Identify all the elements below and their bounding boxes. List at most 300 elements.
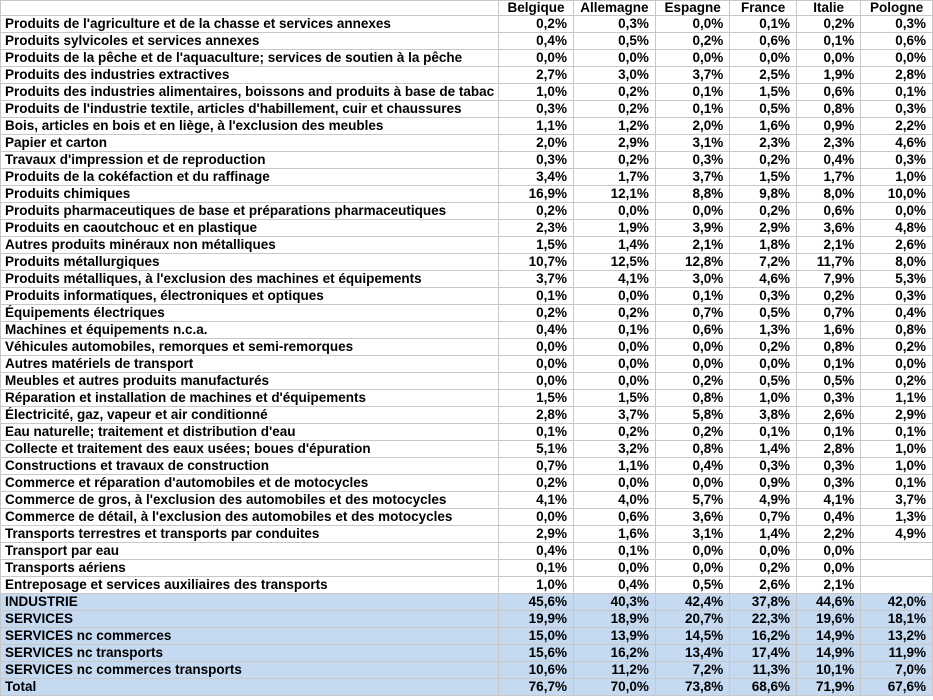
value-cell[interactable]: 0,1% (573, 322, 655, 339)
value-cell[interactable]: 0,7% (655, 305, 729, 322)
aggregate-value-cell[interactable]: 73,8% (655, 679, 729, 696)
value-cell[interactable]: 3,9% (655, 220, 729, 237)
column-header-italie[interactable]: Italie (797, 1, 861, 16)
value-cell[interactable]: 4,9% (861, 526, 933, 543)
table-row (1, 577, 933, 594)
row-label[interactable]: Autres produits minéraux non métalliques (1, 237, 499, 254)
row-label[interactable]: Transport par eau (1, 543, 499, 560)
value-cell[interactable]: 0,4% (499, 33, 574, 50)
aggregate-label[interactable]: SERVICES nc commerces (1, 628, 499, 645)
value-cell[interactable]: 0,6% (861, 33, 933, 50)
value-cell[interactable]: 0,0% (573, 339, 655, 356)
value-cell[interactable]: 0,1% (861, 424, 933, 441)
value-cell[interactable]: 0,1% (499, 424, 574, 441)
value-cell[interactable]: 0,5% (655, 577, 729, 594)
value-cell[interactable]: 0,2% (499, 305, 574, 322)
aggregate-value-cell[interactable]: 19,6% (797, 611, 861, 628)
value-cell[interactable]: 0,4% (499, 322, 574, 339)
value-cell[interactable]: 1,1% (861, 390, 933, 407)
row-label[interactable]: Constructions et travaux de construction (1, 458, 499, 475)
value-cell[interactable]: 0,4% (861, 305, 933, 322)
value-cell[interactable]: 5,7% (655, 492, 729, 509)
value-cell[interactable]: 0,3% (861, 288, 933, 305)
value-cell[interactable]: 1,0% (499, 84, 574, 101)
row-label[interactable]: Meubles et autres produits manufacturés (1, 373, 499, 390)
value-cell[interactable]: 2,9% (499, 526, 574, 543)
value-cell[interactable]: 0,2% (730, 152, 797, 169)
value-cell[interactable]: 8,8% (655, 186, 729, 203)
value-cell[interactable]: 4,6% (730, 271, 797, 288)
value-cell[interactable]: 0,9% (797, 118, 861, 135)
aggregate-value-cell[interactable]: 40,3% (573, 594, 655, 611)
value-cell[interactable]: 0,0% (573, 560, 655, 577)
table-row (1, 101, 933, 118)
value-cell[interactable]: 0,4% (797, 152, 861, 169)
aggregate-value-cell[interactable]: 15,6% (499, 645, 574, 662)
aggregate-value-cell[interactable]: 16,2% (573, 645, 655, 662)
value-cell[interactable]: 0,2% (797, 16, 861, 33)
value-cell[interactable] (861, 543, 933, 560)
value-cell[interactable]: 7,9% (797, 271, 861, 288)
value-cell[interactable]: 1,4% (730, 526, 797, 543)
value-cell[interactable]: 0,0% (573, 50, 655, 67)
value-cell[interactable]: 0,1% (499, 288, 574, 305)
value-cell[interactable]: 0,0% (861, 356, 933, 373)
value-cell[interactable]: 0,0% (655, 50, 729, 67)
row-label[interactable]: Produits des industries alimentaires, boissons and produits à base de tabac (1, 84, 499, 101)
value-cell[interactable]: 0,3% (730, 458, 797, 475)
value-cell[interactable]: 4,1% (573, 271, 655, 288)
value-cell[interactable]: 2,1% (655, 237, 729, 254)
value-cell[interactable]: 0,1% (797, 356, 861, 373)
value-cell[interactable]: 10,0% (861, 186, 933, 203)
value-cell[interactable]: 3,8% (730, 407, 797, 424)
table-row (1, 135, 933, 152)
value-cell[interactable]: 0,2% (499, 475, 574, 492)
column-header-belgique[interactable]: Belgique (499, 1, 574, 16)
aggregate-value-cell[interactable]: 42,4% (655, 594, 729, 611)
value-cell[interactable]: 0,2% (655, 424, 729, 441)
value-cell[interactable]: 0,7% (499, 458, 574, 475)
column-header-espagne[interactable]: Espagne (655, 1, 729, 16)
aggregate-label[interactable]: Total (1, 679, 499, 696)
value-cell[interactable]: 0,0% (499, 356, 574, 373)
value-cell[interactable]: 2,2% (861, 118, 933, 135)
value-cell[interactable]: 3,7% (573, 407, 655, 424)
value-cell[interactable]: 0,0% (573, 203, 655, 220)
value-cell[interactable]: 0,8% (655, 390, 729, 407)
value-cell[interactable]: 9,8% (730, 186, 797, 203)
value-cell[interactable]: 1,6% (573, 526, 655, 543)
value-cell[interactable]: 3,4% (499, 169, 574, 186)
value-cell[interactable]: 2,7% (499, 67, 574, 84)
value-cell[interactable]: 0,3% (861, 16, 933, 33)
aggregate-value-cell[interactable]: 68,6% (730, 679, 797, 696)
aggregate-value-cell[interactable]: 17,4% (730, 645, 797, 662)
value-cell[interactable]: 1,4% (573, 237, 655, 254)
row-label[interactable]: Électricité, gaz, vapeur et air conditionné (1, 407, 499, 424)
row-label[interactable]: Autres matériels de transport (1, 356, 499, 373)
value-cell[interactable]: 0,0% (655, 475, 729, 492)
value-cell[interactable]: 2,8% (861, 67, 933, 84)
value-cell[interactable]: 3,2% (573, 441, 655, 458)
value-cell[interactable]: 0,0% (499, 339, 574, 356)
value-cell[interactable]: 2,3% (730, 135, 797, 152)
value-cell[interactable]: 12,5% (573, 254, 655, 271)
value-cell[interactable]: 0,8% (861, 322, 933, 339)
table-row (1, 84, 933, 101)
value-cell[interactable]: 0,4% (573, 577, 655, 594)
value-cell[interactable]: 0,2% (573, 84, 655, 101)
aggregate-value-cell[interactable]: 42,0% (861, 594, 933, 611)
value-cell[interactable]: 0,0% (573, 373, 655, 390)
value-cell[interactable]: 0,0% (655, 339, 729, 356)
value-cell[interactable]: 0,3% (797, 458, 861, 475)
row-label[interactable]: Entreposage et services auxiliaires des transports (1, 577, 499, 594)
value-cell[interactable]: 1,0% (730, 390, 797, 407)
aggregate-label[interactable]: INDUSTRIE (1, 594, 499, 611)
value-cell[interactable]: 0,3% (655, 152, 729, 169)
value-cell[interactable]: 0,0% (655, 560, 729, 577)
value-cell[interactable]: 0,0% (655, 203, 729, 220)
value-cell[interactable]: 1,5% (730, 169, 797, 186)
value-cell[interactable]: 3,6% (797, 220, 861, 237)
value-cell[interactable]: 1,9% (573, 220, 655, 237)
value-cell[interactable]: 4,6% (861, 135, 933, 152)
value-cell[interactable]: 8,0% (861, 254, 933, 271)
value-cell[interactable]: 4,9% (730, 492, 797, 509)
table-row (1, 339, 933, 356)
value-cell[interactable]: 0,2% (655, 373, 729, 390)
value-cell[interactable]: 0,8% (797, 339, 861, 356)
aggregate-value-cell[interactable]: 19,9% (499, 611, 574, 628)
value-cell[interactable]: 4,8% (861, 220, 933, 237)
value-cell[interactable]: 0,1% (655, 101, 729, 118)
aggregate-value-cell[interactable]: 11,2% (573, 662, 655, 679)
value-cell[interactable]: 0,1% (730, 424, 797, 441)
value-cell[interactable] (861, 577, 933, 594)
value-cell[interactable]: 3,6% (655, 509, 729, 526)
row-label[interactable]: Produits sylvicoles et services annexes (1, 33, 499, 50)
value-cell[interactable]: 0,3% (861, 152, 933, 169)
value-cell[interactable]: 1,7% (573, 169, 655, 186)
value-cell[interactable]: 0,0% (730, 50, 797, 67)
value-cell[interactable]: 8,0% (797, 186, 861, 203)
value-cell[interactable]: 1,5% (499, 390, 574, 407)
row-label[interactable]: Équipements électriques (1, 305, 499, 322)
aggregate-value-cell[interactable]: 22,3% (730, 611, 797, 628)
column-header-allemagne[interactable]: Allemagne (573, 1, 655, 16)
value-cell[interactable]: 5,1% (499, 441, 574, 458)
aggregate-value-cell[interactable]: 11,3% (730, 662, 797, 679)
aggregate-value-cell[interactable]: 14,9% (797, 628, 861, 645)
value-cell[interactable]: 0,2% (730, 560, 797, 577)
value-cell[interactable]: 0,7% (730, 509, 797, 526)
value-cell[interactable]: 0,2% (730, 339, 797, 356)
aggregate-label[interactable]: SERVICES (1, 611, 499, 628)
aggregate-value-cell[interactable]: 7,2% (655, 662, 729, 679)
value-cell[interactable]: 2,3% (499, 220, 574, 237)
value-cell[interactable]: 1,4% (730, 441, 797, 458)
value-cell[interactable]: 0,0% (655, 543, 729, 560)
aggregate-value-cell[interactable]: 13,2% (861, 628, 933, 645)
row-label[interactable]: Produits de l'industrie textile, articles d'habillement, cuir et chaussures (1, 101, 499, 118)
value-cell[interactable]: 0,0% (861, 50, 933, 67)
value-cell[interactable]: 0,0% (797, 560, 861, 577)
row-label[interactable]: Eau naturelle; traitement et distribution d'eau (1, 424, 499, 441)
row-label[interactable]: Véhicules automobiles, remorques et semi-remorques (1, 339, 499, 356)
row-label[interactable]: Produits métallurgiques (1, 254, 499, 271)
aggregate-label[interactable]: SERVICES nc transports (1, 645, 499, 662)
value-cell[interactable]: 0,0% (730, 543, 797, 560)
table-row (1, 543, 933, 560)
value-cell[interactable]: 1,9% (797, 67, 861, 84)
row-label[interactable]: Réparation et installation de machines et d'équipements (1, 390, 499, 407)
row-label[interactable]: Commerce et réparation d'automobiles et de motocycles (1, 475, 499, 492)
value-cell[interactable]: 2,0% (499, 135, 574, 152)
value-cell[interactable]: 0,1% (797, 424, 861, 441)
value-cell[interactable]: 0,3% (797, 475, 861, 492)
value-cell[interactable]: 0,6% (797, 84, 861, 101)
row-label[interactable]: Produits pharmaceutiques de base et préparations pharmaceutiques (1, 203, 499, 220)
value-cell[interactable]: 3,0% (655, 271, 729, 288)
value-cell[interactable]: 1,7% (797, 169, 861, 186)
value-cell[interactable]: 0,2% (573, 152, 655, 169)
value-cell[interactable]: 0,0% (797, 50, 861, 67)
aggregate-value-cell[interactable]: 70,0% (573, 679, 655, 696)
value-cell[interactable]: 0,0% (730, 356, 797, 373)
value-cell[interactable]: 0,2% (499, 16, 574, 33)
aggregate-value-cell[interactable]: 20,7% (655, 611, 729, 628)
value-cell[interactable]: 0,2% (499, 203, 574, 220)
value-cell[interactable]: 0,3% (797, 390, 861, 407)
aggregate-value-cell[interactable]: 45,6% (499, 594, 574, 611)
row-label[interactable]: Produits de la cokéfaction et du raffinage (1, 169, 499, 186)
value-cell[interactable]: 2,8% (499, 407, 574, 424)
value-cell[interactable]: 4,0% (573, 492, 655, 509)
aggregate-label[interactable]: SERVICES nc commerces transports (1, 662, 499, 679)
value-cell[interactable]: 3,0% (573, 67, 655, 84)
row-label[interactable]: Produits de l'agriculture et de la chasse et services annexes (1, 16, 499, 33)
value-cell[interactable]: 1,0% (861, 441, 933, 458)
value-cell[interactable]: 0,8% (655, 441, 729, 458)
aggregate-value-cell[interactable]: 18,1% (861, 611, 933, 628)
value-cell[interactable]: 0,6% (730, 33, 797, 50)
value-cell[interactable]: 10,7% (499, 254, 574, 271)
value-cell[interactable]: 0,6% (573, 509, 655, 526)
value-cell[interactable]: 0,3% (730, 288, 797, 305)
value-cell[interactable]: 1,3% (861, 509, 933, 526)
value-cell[interactable]: 0,5% (730, 373, 797, 390)
value-cell[interactable]: 0,1% (573, 543, 655, 560)
value-cell[interactable]: 4,1% (797, 492, 861, 509)
row-label[interactable]: Collecte et traitement des eaux usées; boues d'épuration (1, 441, 499, 458)
row-label[interactable]: Commerce de détail, à l'exclusion des automobiles et des motocycles (1, 509, 499, 526)
aggregate-value-cell[interactable]: 10,1% (797, 662, 861, 679)
value-cell[interactable]: 2,8% (797, 441, 861, 458)
aggregate-value-cell[interactable]: 16,2% (730, 628, 797, 645)
value-cell[interactable]: 1,3% (730, 322, 797, 339)
aggregate-value-cell[interactable]: 13,9% (573, 628, 655, 645)
aggregate-value-cell[interactable]: 14,9% (797, 645, 861, 662)
value-cell[interactable]: 0,1% (655, 288, 729, 305)
column-header-pologne[interactable]: Pologne (861, 1, 933, 16)
value-cell[interactable]: 0,0% (573, 356, 655, 373)
column-header-france[interactable]: France (730, 1, 797, 16)
value-cell[interactable]: 0,0% (573, 475, 655, 492)
value-cell[interactable] (861, 560, 933, 577)
value-cell[interactable]: 2,3% (797, 135, 861, 152)
row-label[interactable]: Produits des industries extractives (1, 67, 499, 84)
value-cell[interactable]: 0,2% (573, 101, 655, 118)
value-cell[interactable]: 0,2% (655, 33, 729, 50)
value-cell[interactable]: 2,0% (655, 118, 729, 135)
value-cell[interactable]: 1,8% (730, 237, 797, 254)
value-cell[interactable]: 1,5% (573, 390, 655, 407)
value-cell[interactable]: 0,5% (730, 305, 797, 322)
aggregate-value-cell[interactable]: 11,9% (861, 645, 933, 662)
value-cell[interactable]: 3,7% (655, 169, 729, 186)
aggregate-value-cell[interactable]: 13,4% (655, 645, 729, 662)
value-cell[interactable]: 16,9% (499, 186, 574, 203)
value-cell[interactable]: 0,0% (499, 50, 574, 67)
value-cell[interactable]: 0,2% (861, 339, 933, 356)
aggregate-value-cell[interactable]: 10,6% (499, 662, 574, 679)
value-cell[interactable]: 0,4% (499, 543, 574, 560)
value-cell[interactable]: 0,5% (573, 33, 655, 50)
value-cell[interactable]: 0,5% (797, 373, 861, 390)
value-cell[interactable]: 0,1% (861, 475, 933, 492)
value-cell[interactable]: 1,0% (861, 458, 933, 475)
value-cell[interactable]: 2,1% (797, 237, 861, 254)
aggregate-value-cell[interactable]: 7,0% (861, 662, 933, 679)
value-cell[interactable]: 0,0% (655, 356, 729, 373)
value-cell[interactable]: 0,2% (573, 305, 655, 322)
value-cell[interactable]: 5,3% (861, 271, 933, 288)
value-cell[interactable]: 0,9% (730, 475, 797, 492)
value-cell[interactable]: 2,6% (861, 237, 933, 254)
value-cell[interactable]: 5,8% (655, 407, 729, 424)
value-cell[interactable]: 0,6% (797, 203, 861, 220)
value-cell[interactable]: 0,0% (573, 288, 655, 305)
value-cell[interactable]: 1,0% (499, 577, 574, 594)
value-cell[interactable]: 0,6% (655, 322, 729, 339)
row-label[interactable]: Papier et carton (1, 135, 499, 152)
table-row (1, 254, 933, 271)
corner-cell[interactable] (1, 1, 499, 16)
value-cell[interactable]: 1,2% (573, 118, 655, 135)
value-cell[interactable]: 2,9% (861, 407, 933, 424)
value-cell[interactable]: 12,1% (573, 186, 655, 203)
table-row (1, 16, 933, 33)
value-cell[interactable]: 0,3% (861, 101, 933, 118)
value-cell[interactable]: 1,1% (499, 118, 574, 135)
value-cell[interactable]: 3,7% (499, 271, 574, 288)
value-cell[interactable]: 0,1% (655, 84, 729, 101)
value-cell[interactable]: 2,9% (573, 135, 655, 152)
value-cell[interactable]: 0,5% (730, 101, 797, 118)
value-cell[interactable]: 0,0% (861, 203, 933, 220)
aggregate-value-cell[interactable]: 76,7% (499, 679, 574, 696)
row-label[interactable]: Produits chimiques (1, 186, 499, 203)
value-cell[interactable]: 0,1% (797, 33, 861, 50)
value-cell[interactable]: 12,8% (655, 254, 729, 271)
value-cell[interactable]: 0,3% (499, 101, 574, 118)
row-label[interactable]: Transports aériens (1, 560, 499, 577)
value-cell[interactable]: 0,3% (499, 152, 574, 169)
row-label[interactable]: Produits en caoutchouc et en plastique (1, 220, 499, 237)
value-cell[interactable]: 0,0% (499, 373, 574, 390)
value-cell[interactable]: 2,6% (797, 407, 861, 424)
table-row (1, 305, 933, 322)
row-label[interactable]: Travaux d'impression et de reproduction (1, 152, 499, 169)
value-cell[interactable]: 1,0% (861, 169, 933, 186)
value-cell[interactable]: 4,1% (499, 492, 574, 509)
row-label[interactable]: Transports terrestres et transports par conduites (1, 526, 499, 543)
row-label[interactable]: Produits informatiques, électroniques et optiques (1, 288, 499, 305)
value-cell[interactable]: 2,1% (797, 577, 861, 594)
row-label[interactable]: Produits métalliques, à l'exclusion des machines et équipements (1, 271, 499, 288)
value-cell[interactable]: 0,3% (573, 16, 655, 33)
value-cell[interactable]: 3,1% (655, 135, 729, 152)
value-cell[interactable]: 0,0% (797, 543, 861, 560)
aggregate-value-cell[interactable]: 37,8% (730, 594, 797, 611)
row-label[interactable]: Commerce de gros, à l'exclusion des automobiles et des motocycles (1, 492, 499, 509)
value-cell[interactable]: 0,1% (499, 560, 574, 577)
value-cell[interactable]: 3,1% (655, 526, 729, 543)
value-cell[interactable]: 2,5% (730, 67, 797, 84)
value-cell[interactable]: 1,6% (730, 118, 797, 135)
value-cell[interactable]: 0,2% (797, 288, 861, 305)
value-cell[interactable]: 0,7% (797, 305, 861, 322)
value-cell[interactable]: 11,7% (797, 254, 861, 271)
row-label[interactable]: Bois, articles en bois et en liège, à l'exclusion des meubles (1, 118, 499, 135)
value-cell[interactable]: 0,4% (797, 509, 861, 526)
table-row (1, 441, 933, 458)
value-cell[interactable]: 0,1% (730, 16, 797, 33)
value-cell[interactable]: 3,7% (655, 67, 729, 84)
value-cell[interactable]: 0,4% (655, 458, 729, 475)
value-cell[interactable]: 1,6% (797, 322, 861, 339)
value-cell[interactable]: 2,6% (730, 577, 797, 594)
table-row (1, 169, 933, 186)
value-cell[interactable]: 0,1% (861, 84, 933, 101)
value-cell[interactable]: 1,1% (573, 458, 655, 475)
aggregate-value-cell[interactable]: 71,9% (797, 679, 861, 696)
aggregate-value-cell[interactable]: 67,6% (861, 679, 933, 696)
value-cell[interactable]: 2,2% (797, 526, 861, 543)
row-label[interactable]: Machines et équipements n.c.a. (1, 322, 499, 339)
table-row (1, 390, 933, 407)
value-cell[interactable]: 0,2% (730, 203, 797, 220)
value-cell[interactable]: 0,2% (573, 424, 655, 441)
value-cell[interactable]: 1,5% (730, 84, 797, 101)
value-cell[interactable]: 0,0% (655, 16, 729, 33)
row-label[interactable]: Produits de la pêche et de l'aquaculture; services de soutien à la pêche (1, 50, 499, 67)
aggregate-row (1, 645, 933, 662)
value-cell[interactable]: 7,2% (730, 254, 797, 271)
aggregate-value-cell[interactable]: 15,0% (499, 628, 574, 645)
aggregate-value-cell[interactable]: 14,5% (655, 628, 729, 645)
value-cell[interactable]: 0,0% (499, 509, 574, 526)
value-cell[interactable]: 0,8% (797, 101, 861, 118)
aggregate-value-cell[interactable]: 18,9% (573, 611, 655, 628)
value-cell[interactable]: 3,7% (861, 492, 933, 509)
value-cell[interactable]: 1,5% (499, 237, 574, 254)
value-cell[interactable]: 2,9% (730, 220, 797, 237)
value-cell[interactable]: 0,2% (861, 373, 933, 390)
aggregate-value-cell[interactable]: 44,6% (797, 594, 861, 611)
